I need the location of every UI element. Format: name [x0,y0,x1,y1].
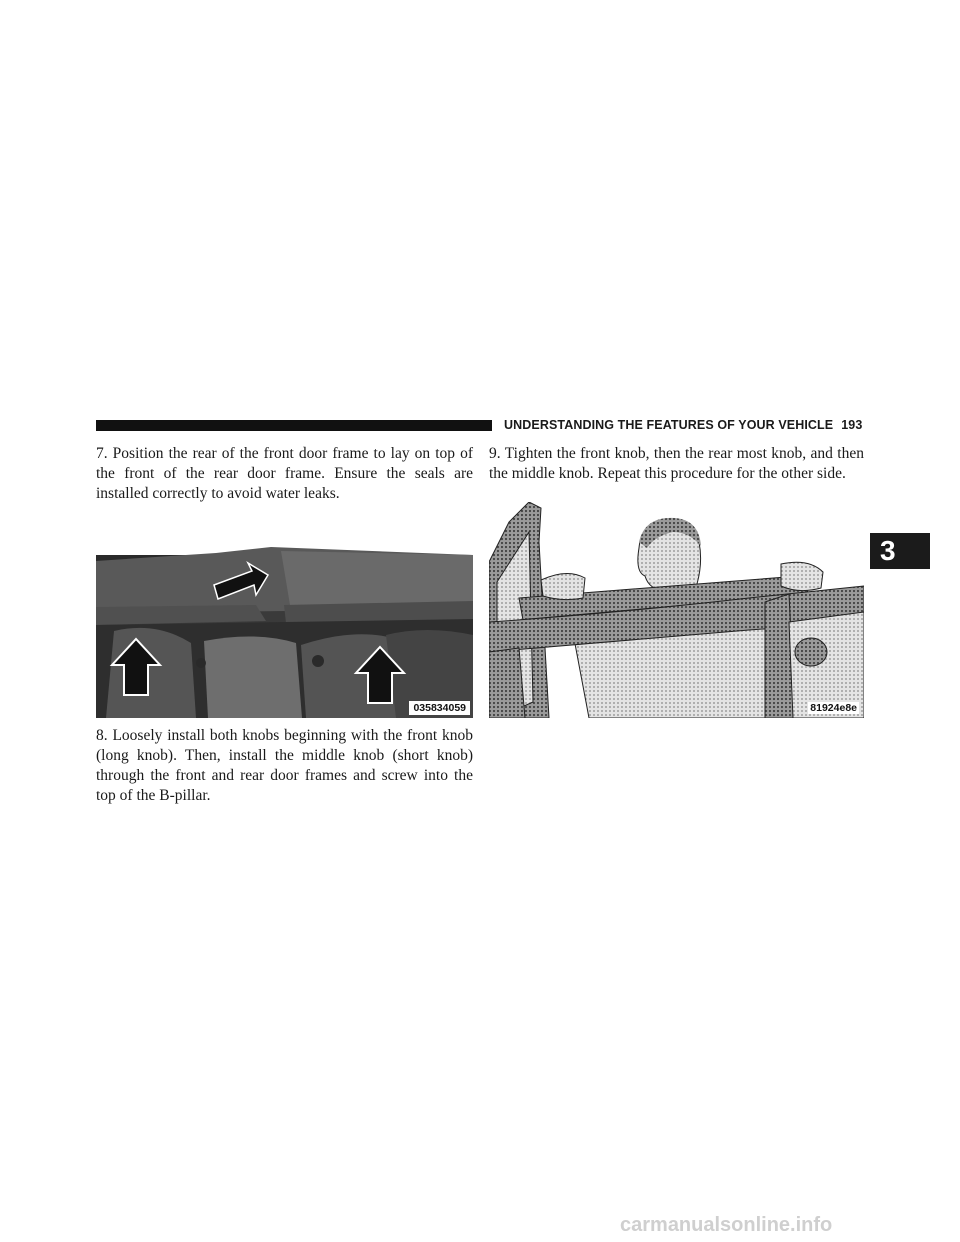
step-9-text: 9. Tighten the front knob, then the rear most knob, and then the middle knob. Repeat this procedure for the other side. [489,445,864,482]
running-header [504,418,864,432]
door-frame-drawing [96,535,473,718]
figure-id: 035834059 [409,701,470,715]
figure-id: 81924e8e [810,702,857,714]
step-7-text: 7. Position the rear of the front door frame to lay on top of the front of the rear door frame. Ensure the seals are installed correctly to avoid water leaks. [96,445,473,502]
door-frame-illustration [96,535,473,718]
step-8-text: 8. Loosely install both knobs beginning with the front knob (long knob). Then, install the middle knob (short knob) through the front and rear door frames and screw into the top of the B-pillar. [96,727,473,804]
chapter-tab: 3 [870,533,930,569]
person-lifting-frame-illustration [489,502,864,718]
header-rule [96,420,492,431]
section-title: UNDERSTANDING THE FEATURES OF YOUR VEHICLE [504,418,834,432]
person-lifting-frame-drawing [489,502,864,718]
watermark: carmanualsonline.info [620,1214,833,1236]
page-number: 193 [841,418,863,432]
